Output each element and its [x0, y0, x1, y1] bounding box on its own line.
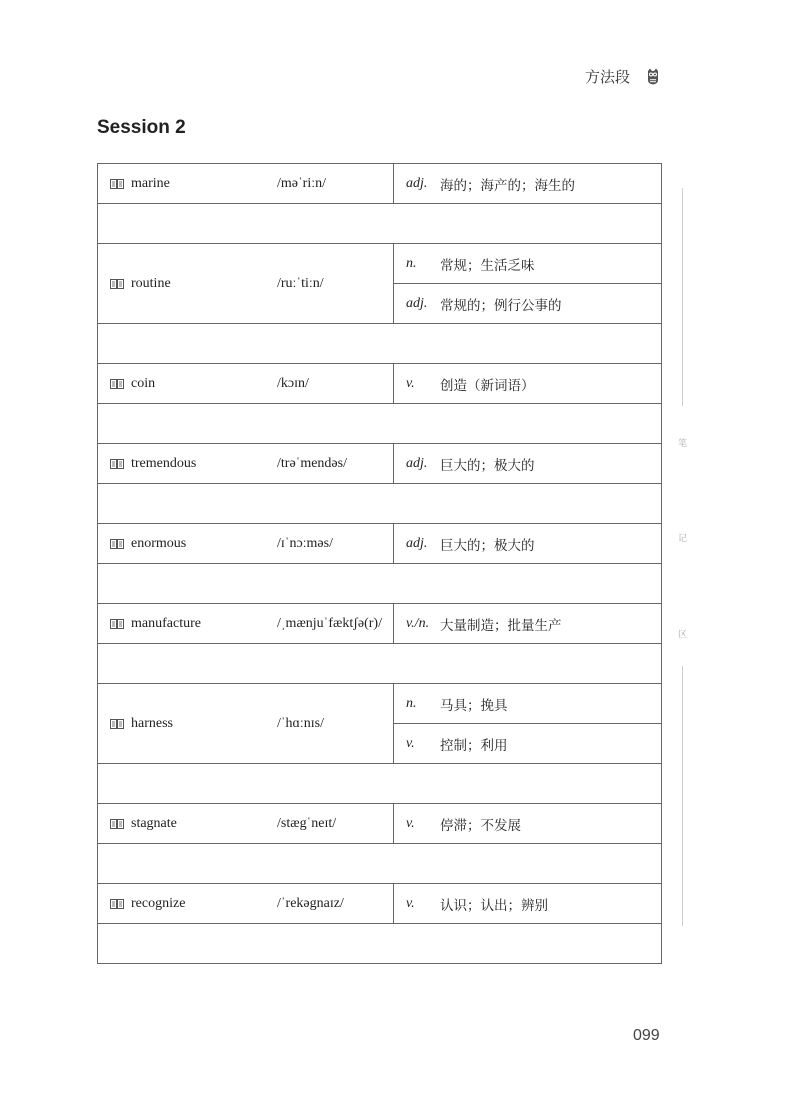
phonetic-text: /ˈhɑːnɪs/	[277, 715, 324, 731]
definition-cell	[394, 724, 662, 764]
blank-note-cell	[98, 924, 662, 964]
book-icon	[110, 719, 124, 729]
definition-text: 认识；认出；辨别	[440, 897, 548, 914]
part-of-speech: v.	[406, 895, 415, 911]
part-of-speech: adj.	[406, 295, 428, 311]
definition-cell	[394, 284, 662, 324]
definition-text: 停滞；不发展	[440, 817, 521, 834]
blank-note-row	[98, 764, 662, 804]
phonetic-text: /ˈrekəgnaɪz/	[277, 895, 344, 911]
blank-note-cell	[98, 644, 662, 684]
part-of-speech: v.	[406, 815, 415, 831]
word-cell	[98, 684, 394, 764]
blank-note-row	[98, 324, 662, 364]
part-of-speech: v.	[406, 735, 415, 751]
blank-note-row	[98, 844, 662, 884]
definition-cell	[394, 884, 662, 924]
word-text: stagnate	[131, 815, 177, 831]
part-of-speech: adj.	[406, 455, 428, 471]
vocab-row	[98, 524, 662, 564]
word-text: coin	[131, 375, 156, 391]
vocab-row	[98, 444, 662, 484]
definition-cell	[394, 164, 662, 204]
vocabulary-table	[97, 163, 662, 964]
definition-text: 创造（新词语）	[440, 377, 535, 394]
definition-text: 常规；生活乏味	[440, 257, 535, 274]
blank-note-cell	[98, 484, 662, 524]
word-cell	[98, 884, 394, 924]
definition-text: 大量制造；批量生产	[440, 617, 562, 634]
blank-note-row	[98, 404, 662, 444]
definition-cell	[394, 804, 662, 844]
definition-cell	[394, 604, 662, 644]
phonetic-text: /stægˈneɪt/	[277, 815, 337, 831]
book-icon	[110, 619, 124, 629]
part-of-speech: v./n.	[406, 615, 430, 631]
blank-note-cell	[98, 324, 662, 364]
blank-note-cell	[98, 204, 662, 244]
definition-cell	[394, 684, 662, 724]
definition-text: 控制；利用	[440, 737, 508, 754]
blank-note-row	[98, 564, 662, 604]
part-of-speech: v.	[406, 375, 415, 391]
vocab-row	[98, 684, 662, 724]
word-text: marine	[131, 175, 170, 191]
definition-text: 海的；海产的；海生的	[440, 177, 575, 194]
phonetic-text: /ɪˈnɔːməs/	[277, 535, 333, 551]
definition-cell	[394, 524, 662, 564]
part-of-speech: adj.	[406, 535, 428, 551]
book-icon	[110, 459, 124, 469]
blank-note-cell	[98, 404, 662, 444]
session-title: Session 2	[97, 117, 186, 138]
notes-divider-bottom	[682, 666, 683, 926]
blank-note-row	[98, 484, 662, 524]
vocab-row	[98, 164, 662, 204]
word-cell	[98, 364, 394, 404]
word-text: enormous	[131, 535, 187, 551]
word-text: recognize	[131, 895, 186, 911]
definition-text: 常规的；例行公事的	[440, 297, 562, 314]
blank-note-cell	[98, 844, 662, 884]
book-icon	[110, 179, 124, 189]
notes-label-char: 记	[678, 534, 688, 544]
word-text: manufacture	[131, 615, 201, 631]
definition-text: 巨大的；极大的	[440, 537, 535, 554]
word-cell	[98, 604, 394, 644]
book-icon	[110, 279, 124, 289]
blank-note-row	[98, 204, 662, 244]
phonetic-text: /ruːˈtiːn/	[277, 275, 324, 291]
word-cell	[98, 524, 394, 564]
book-icon	[110, 539, 124, 549]
word-cell	[98, 804, 394, 844]
word-text: tremendous	[131, 455, 197, 471]
word-cell	[98, 164, 394, 204]
blank-note-row	[98, 644, 662, 684]
vocab-row	[98, 364, 662, 404]
header-title: 方法段	[585, 68, 631, 86]
word-text: harness	[131, 715, 173, 731]
phonetic-text: /məˈriːn/	[277, 175, 326, 191]
word-text: routine	[131, 275, 171, 291]
blank-note-cell	[98, 564, 662, 604]
phonetic-text: /kɔɪn/	[277, 375, 309, 391]
part-of-speech: adj.	[406, 175, 428, 191]
vocab-row	[98, 884, 662, 924]
book-icon	[110, 899, 124, 909]
book-icon	[110, 819, 124, 829]
page-number: 099	[633, 1027, 660, 1044]
word-cell	[98, 444, 394, 484]
vocab-row	[98, 604, 662, 644]
word-cell	[98, 244, 394, 324]
vocab-row	[98, 804, 662, 844]
owl-logo-icon	[646, 68, 660, 85]
phonetic-text: /ˌmænjuˈfæktʃə(r)/	[277, 615, 382, 631]
definition-text: 巨大的；极大的	[440, 457, 535, 474]
blank-note-row	[98, 924, 662, 964]
notes-label-char: 笔	[678, 439, 688, 449]
definition-cell	[394, 444, 662, 484]
notes-label-char: 区	[678, 630, 688, 640]
book-icon	[110, 379, 124, 389]
definition-cell	[394, 364, 662, 404]
part-of-speech: n.	[406, 255, 417, 271]
phonetic-text: /trəˈmendəs/	[277, 455, 347, 471]
part-of-speech: n.	[406, 695, 417, 711]
blank-note-cell	[98, 764, 662, 804]
notes-divider-top	[682, 188, 683, 406]
definition-cell	[394, 244, 662, 284]
definition-text: 马具；挽具	[440, 697, 508, 714]
vocab-row	[98, 244, 662, 284]
